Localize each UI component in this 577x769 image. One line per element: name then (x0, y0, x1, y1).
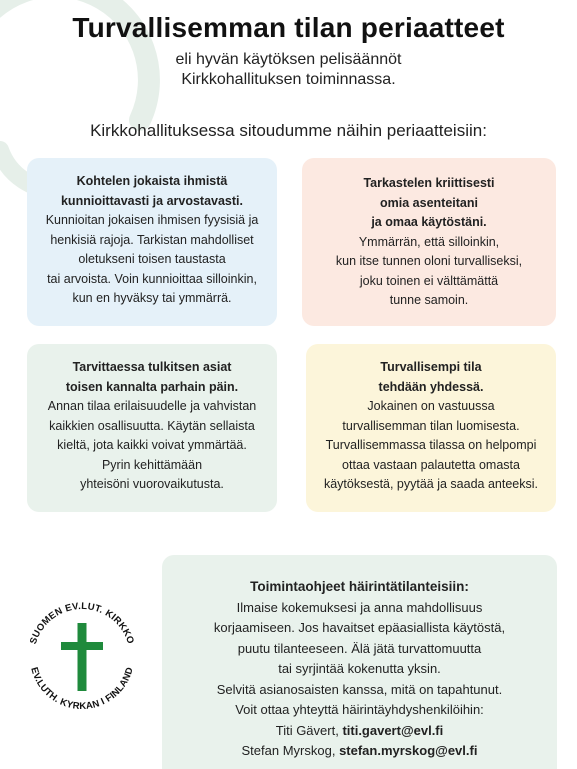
card-body-line: kun itse tunnen oloni turvalliseksi, (335, 254, 523, 268)
instructions-line: Ilmaise kokemuksesi ja anna mahdollisuus (236, 599, 483, 615)
harassment-instructions-panel (162, 555, 557, 769)
contact-person (162, 741, 557, 762)
card-heading-line: Kohtelen jokaista ihmistä (76, 174, 228, 188)
card-body-line: oletukseni toisen taustasta (78, 252, 226, 266)
card-body-line: Ymmärrän, että silloinkin, (358, 234, 500, 249)
instructions-line: Voit ottaa yhteyttä häirintäyhdyshenkilöihin: (235, 702, 484, 717)
card-heading-line: Tarkastelen kriittisesti (363, 176, 495, 190)
card-body (312, 397, 550, 495)
card-heading (312, 358, 550, 397)
card-body-line: Kunnioitan jokaisen ihmisen fyysisiä ja (45, 213, 259, 227)
card-body-line: kun en hyväksy tai ymmärrä. (72, 291, 232, 305)
principle-card-self-reflection (302, 158, 556, 326)
principle-card-benefit-of-doubt (27, 344, 277, 512)
card-body-line: kieltä, jota kaikki voivat ymmärtää. (57, 438, 247, 452)
card-heading-line: Turvallisempi tila (380, 360, 482, 374)
instructions-heading: Toimintaohjeet häirintätilanteisiin: (250, 579, 469, 594)
contact-email-link[interactable]: stefan.myrskog@evl.fi (339, 743, 478, 758)
card-heading-line: omia asenteitani (380, 195, 478, 210)
card-body-line: Jokainen on vastuussa (367, 399, 495, 413)
principle-card-respect (27, 158, 277, 326)
cross-icon (61, 623, 103, 691)
card-body-line: käytöksestä, pyytää ja saada anteeksi. (323, 477, 538, 491)
card-heading-line: kunnioittavasti ja arvostavasti. (60, 193, 243, 208)
instructions-line: puutu tilanteeseen. Älä jätä turvattomuutta (237, 640, 482, 656)
logo-text-bottom: EV.LUTH. KYRKAN I FINLAND (28, 665, 136, 713)
card-body-line: joku toinen ei välttämättä (359, 273, 499, 288)
contact-name: Titi Gävert, (275, 722, 343, 738)
principle-card-together (306, 344, 556, 512)
card-body-line: kaikkien osallisuutta. Käytän sellaista (49, 418, 255, 433)
card-body-line: Pyrin kehittämään (101, 457, 203, 472)
card-heading (33, 358, 271, 397)
card-heading-line: toisen kannalta parhain päin. (65, 379, 239, 394)
subtitle-line: eli hyvän käytöksen pelisäännöt (175, 51, 402, 68)
card-heading (33, 172, 271, 211)
church-logo (20, 595, 144, 719)
card-body (33, 211, 271, 309)
page-title: Turvallisemman tilan periaatteet (72, 12, 505, 43)
card-heading-line: Tarvittaessa tulkitsen asiat (72, 360, 232, 374)
instructions-line: Selvitä asianosaisten kanssa, mitä on tapahtunut. (216, 681, 503, 697)
card-body (33, 397, 271, 495)
contact-name: Stefan Myrskog, (241, 743, 340, 758)
instructions-line: tai syrjintää kokenutta yksin. (278, 661, 441, 676)
contact-person (162, 721, 557, 742)
instructions-line: korjaamiseen. Jos havaitset epäasiallista käytöstä, (213, 620, 506, 635)
card-body-line: tai arvoista. Voin kunnioittaa silloinkin, (47, 271, 257, 286)
card-body-line: tunne samoin. (389, 293, 469, 307)
card-body (308, 233, 550, 311)
page-subtitle (0, 50, 577, 90)
card-heading-line: tehdään yhdessä. (378, 379, 484, 394)
card-heading-line: ja omaa käytöstäni. (371, 215, 487, 229)
card-body-line: Turvallisemmassa tilassa on helpompi (325, 438, 537, 452)
contact-email-link[interactable]: titi.gavert@evl.fi (342, 722, 444, 738)
card-body-line: ottaa vastaan palautetta omasta (342, 457, 520, 472)
card-body-line: turvallisemman tilan luomisesta. (342, 418, 520, 433)
card-body-line: Annan tilaa erilaisuudelle ja vahvistan (47, 399, 257, 413)
card-body-line: henkisiä rajoja. Tarkistan mahdolliset (50, 232, 254, 247)
intro-text: Kirkkohallituksessa sitoudumme näihin periaatteisiin: (90, 121, 487, 140)
card-body-line: yhteisöni vuorovaikutusta. (80, 477, 224, 491)
subtitle-line: Kirkkohallituksen toiminnassa. (181, 71, 396, 88)
card-heading (308, 174, 550, 233)
logo-text-top: SUOMEN EV.LUT. KIRKKO (27, 600, 137, 646)
